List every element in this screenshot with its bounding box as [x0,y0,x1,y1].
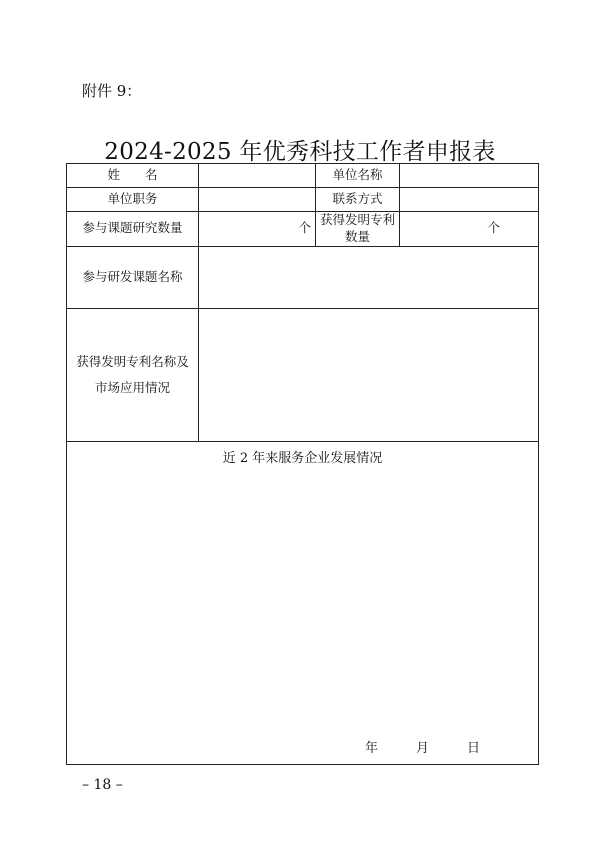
position-field[interactable] [199,188,316,212]
service-section-title: 近 2 年来服务企业发展情况 [222,450,383,466]
attachment-label: 附件 9： [82,82,142,100]
contact-field[interactable] [400,188,539,212]
table-row [67,164,539,188]
service-section[interactable] [67,441,539,764]
table-row [67,441,539,764]
projects-count-unit: 个 [298,220,311,236]
form-title: 2024-2025 年优秀科技工作者申报表 [104,139,496,165]
patents-count-field[interactable] [400,212,539,247]
patents-count-unit: 个 [487,220,500,236]
org-name-label: 单位名称 [316,164,400,188]
name-field[interactable] [199,164,316,188]
table-row [67,188,539,212]
date-year-label: 年 [364,741,378,757]
table-row [67,246,539,308]
patents-count-label: 获得发明专利数量 [316,212,400,247]
application-form-table [66,163,539,765]
position-label: 单位职务 [67,188,199,212]
projects-names-label: 参与研发课题名称 [67,246,199,308]
patents-names-field[interactable] [199,308,539,441]
date-month-label: 月 [415,741,429,757]
table-row [67,212,539,247]
table-row [67,308,539,441]
contact-label: 联系方式 [316,188,400,212]
projects-count-label: 参与课题研究数量 [67,212,199,247]
name-label: 姓 名 [67,164,199,188]
date-line [365,740,480,758]
page-number: – 18 – [82,777,123,793]
patents-names-label: 获得发明专利名称及市场应用情况 [67,308,199,441]
org-name-field[interactable] [400,164,539,188]
projects-names-field[interactable] [199,246,539,308]
date-day-label: 日 [466,741,480,757]
projects-count-field[interactable] [199,212,316,247]
